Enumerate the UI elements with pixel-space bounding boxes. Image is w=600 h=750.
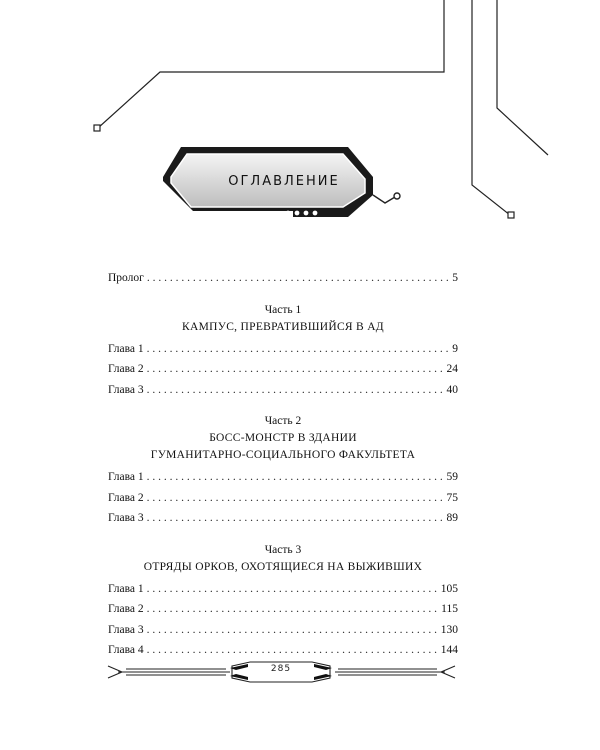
dot-leader: [147, 467, 444, 488]
dot-leader: [147, 579, 438, 600]
toc-entry-chapter[interactable]: [108, 620, 458, 641]
part-title: Часть 3: [264, 543, 302, 556]
toc-entry-chapter[interactable]: [108, 640, 458, 661]
toc-entry-chapter[interactable]: [108, 359, 458, 380]
entry-page: 5: [452, 272, 458, 284]
toc-entry-chapter[interactable]: [108, 467, 458, 488]
toc-entry-chapter[interactable]: [108, 339, 458, 360]
entry-page: 115: [441, 603, 458, 615]
toc-entry-chapter[interactable]: [108, 579, 458, 600]
entry-label: Глава 3: [108, 512, 144, 524]
entry-page: 105: [440, 582, 458, 595]
toc-entry-chapter[interactable]: [108, 508, 458, 529]
toc-entry-chapter[interactable]: [108, 380, 458, 401]
entry-label: Глава 3: [108, 383, 144, 396]
page-number: 285: [270, 664, 292, 674]
dot-leader: [147, 359, 444, 380]
part-title: Часть 2: [264, 415, 302, 427]
entry-label: Глава 4: [108, 644, 144, 656]
part-title: Часть 1: [264, 303, 302, 316]
entry-page: 9: [452, 342, 458, 355]
table-of-contents: [108, 268, 458, 661]
toc-entry-chapter[interactable]: [108, 488, 458, 509]
entry-label: Глава 3: [108, 623, 144, 636]
dot-leader: [147, 640, 438, 661]
part-name-line: БОСС-МОНСТР В ЗДАНИИ: [209, 432, 357, 444]
entry-page: 75: [446, 491, 458, 504]
entry-label: Глава 1: [108, 471, 144, 483]
toc-entry-chapter[interactable]: [108, 599, 458, 620]
toc-entry-prolog[interactable]: [108, 268, 458, 289]
entry-page: 24: [446, 363, 458, 375]
entry-page: 40: [446, 383, 458, 396]
page-title: ОГЛАВЛЕНИЕ: [228, 174, 340, 189]
entry-label: Глава 2: [108, 491, 144, 504]
entry-label: Глава 2: [108, 603, 144, 615]
dot-leader: [147, 620, 438, 641]
part-name: ОТРЯДЫ ОРКОВ, ОХОТЯЩИЕСЯ НА ВЫЖИВШИХ: [143, 560, 423, 573]
entry-page: 59: [446, 471, 458, 483]
entry-page: 89: [446, 512, 458, 524]
dot-leader: [147, 380, 444, 401]
entry-label: Глава 2: [108, 363, 144, 375]
dot-leader: [147, 508, 444, 529]
dot-leader: [147, 488, 444, 509]
part-name-line: ГУМАНИТАРНО-СОЦИАЛЬНОГО ФАКУЛЬТЕТА: [150, 449, 416, 461]
dot-leader: [147, 339, 450, 360]
entry-label: Глава 1: [108, 582, 144, 595]
entry-label: Пролог: [108, 272, 144, 284]
dot-leader: [147, 599, 439, 620]
entry-page: 144: [440, 644, 458, 656]
entry-label: Глава 1: [108, 342, 144, 355]
entry-page: 130: [440, 623, 458, 636]
part-name: КАМПУС, ПРЕВРАТИВШИЙСЯ В АД: [182, 320, 384, 333]
dot-leader: [147, 268, 449, 289]
